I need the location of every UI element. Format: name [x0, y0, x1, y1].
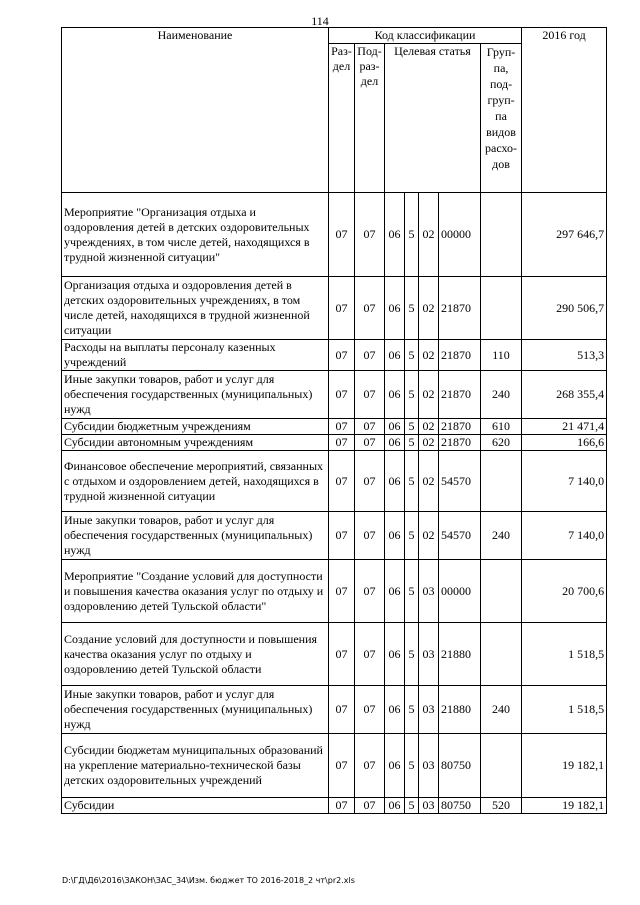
row-section: 07	[329, 686, 355, 734]
row-expense-type: 520	[481, 798, 522, 814]
row-section: 07	[329, 734, 355, 798]
row-amount: 7 140,0	[522, 451, 607, 512]
row-name: Создание условий для доступности и повышения качества оказания услуг по отдыху и оздоровлению детей Тульской области	[62, 623, 329, 686]
row-target-subprogram: 5	[405, 451, 419, 512]
table-row	[62, 371, 607, 419]
row-expense-type	[481, 560, 522, 623]
row-target-event: 03	[419, 686, 439, 734]
row-expense-type: 610	[481, 419, 522, 435]
row-target-direction: 21870	[439, 340, 481, 371]
row-amount: 1 518,5	[522, 623, 607, 686]
row-subsection: 07	[355, 340, 385, 371]
row-subsection: 07	[355, 371, 385, 419]
header-year: 2016 год	[522, 28, 607, 193]
row-amount: 166,6	[522, 435, 607, 451]
row-expense-type: 240	[481, 512, 522, 560]
row-target-direction: 54570	[439, 512, 481, 560]
row-section: 07	[329, 371, 355, 419]
row-name: Субсидии бюджетным учреждениям	[62, 419, 329, 435]
row-target-subprogram: 5	[405, 560, 419, 623]
row-target-event: 03	[419, 734, 439, 798]
row-subsection: 07	[355, 419, 385, 435]
row-name: Расходы на выплаты персоналу казенных учреждений	[62, 340, 329, 371]
row-name: Финансовое обеспечение мероприятий, связанных с отдыхом и оздоровлением детей, находящихся в трудной жизненной ситуации	[62, 451, 329, 512]
row-name: Иные закупки товаров, работ и услуг для обеспечения государственных (муниципальных) нужд	[62, 371, 329, 419]
row-name: Мероприятие "Организация отдыха и оздоровления детей в детских оздоровительных учреждениях, в том числе детей, находящихся в трудной жизненной ситуации"	[62, 193, 329, 277]
row-expense-type: 110	[481, 340, 522, 371]
row-target-program: 06	[385, 451, 405, 512]
row-target-program: 06	[385, 277, 405, 340]
row-name: Иные закупки товаров, работ и услуг для обеспечения государственных (муниципальных) нужд	[62, 512, 329, 560]
row-amount: 20 700,6	[522, 560, 607, 623]
row-subsection: 07	[355, 277, 385, 340]
row-amount: 1 518,5	[522, 686, 607, 734]
row-target-program: 06	[385, 560, 405, 623]
table-row	[62, 686, 607, 734]
row-target-direction: 21870	[439, 419, 481, 435]
row-target-direction: 21880	[439, 623, 481, 686]
row-target-subprogram: 5	[405, 798, 419, 814]
row-subsection: 07	[355, 686, 385, 734]
header-name: Наименование	[62, 28, 329, 193]
row-target-direction: 80750	[439, 798, 481, 814]
row-target-program: 06	[385, 512, 405, 560]
row-target-program: 06	[385, 340, 405, 371]
row-target-subprogram: 5	[405, 419, 419, 435]
row-target-subprogram: 5	[405, 623, 419, 686]
row-target-direction: 21880	[439, 686, 481, 734]
row-section: 07	[329, 512, 355, 560]
row-section: 07	[329, 451, 355, 512]
row-section: 07	[329, 623, 355, 686]
row-amount: 21 471,4	[522, 419, 607, 435]
row-target-direction: 00000	[439, 560, 481, 623]
row-target-event: 02	[419, 277, 439, 340]
row-expense-type: 240	[481, 686, 522, 734]
row-target-program: 06	[385, 734, 405, 798]
row-subsection: 07	[355, 193, 385, 277]
table-row	[62, 193, 607, 277]
row-target-subprogram: 5	[405, 435, 419, 451]
row-target-program: 06	[385, 435, 405, 451]
row-subsection: 07	[355, 451, 385, 512]
row-section: 07	[329, 419, 355, 435]
row-subsection: 07	[355, 623, 385, 686]
row-expense-type: 620	[481, 435, 522, 451]
row-target-direction: 21870	[439, 277, 481, 340]
row-amount: 19 182,1	[522, 734, 607, 798]
header-target: Целевая статья	[385, 44, 481, 193]
row-subsection: 07	[355, 798, 385, 814]
row-target-direction: 80750	[439, 734, 481, 798]
table-row	[62, 560, 607, 623]
row-target-event: 02	[419, 340, 439, 371]
row-target-subprogram: 5	[405, 734, 419, 798]
row-target-event: 02	[419, 371, 439, 419]
header-subsection: Под- раз- дел	[355, 44, 385, 193]
table-row	[62, 277, 607, 340]
row-amount: 297 646,7	[522, 193, 607, 277]
row-target-event: 03	[419, 560, 439, 623]
row-subsection: 07	[355, 512, 385, 560]
table-row	[62, 435, 607, 451]
file-path-footer: D:\ГД\Д6\2016\ЗАКОН\ЗАС_34\Изм. бюджет ТО 2016-2018_2 чт\pr2.xls	[62, 876, 355, 885]
row-expense-type	[481, 451, 522, 512]
row-target-direction: 54570	[439, 451, 481, 512]
row-name: Иные закупки товаров, работ и услуг для обеспечения государственных (муниципальных) нужд	[62, 686, 329, 734]
header-section: Раз- дел	[329, 44, 355, 193]
table-body	[62, 193, 607, 814]
row-target-event: 02	[419, 451, 439, 512]
row-name: Организация отдыха и оздоровления детей в детских оздоровительных учреждениях, в том числе детей, находящихся в трудной жизненной ситуации	[62, 277, 329, 340]
row-amount: 513,3	[522, 340, 607, 371]
table-row	[62, 734, 607, 798]
row-section: 07	[329, 560, 355, 623]
header-code: Код классификации	[329, 28, 522, 44]
row-target-event: 02	[419, 512, 439, 560]
table-row	[62, 419, 607, 435]
row-section: 07	[329, 193, 355, 277]
row-expense-type	[481, 623, 522, 686]
row-target-program: 06	[385, 686, 405, 734]
row-section: 07	[329, 277, 355, 340]
row-target-event: 02	[419, 193, 439, 277]
table-row	[62, 798, 607, 814]
row-target-program: 06	[385, 623, 405, 686]
row-target-direction: 00000	[439, 193, 481, 277]
row-target-event: 02	[419, 435, 439, 451]
row-target-subprogram: 5	[405, 193, 419, 277]
table-row	[62, 512, 607, 560]
row-target-event: 02	[419, 419, 439, 435]
row-target-direction: 21870	[439, 435, 481, 451]
row-target-subprogram: 5	[405, 371, 419, 419]
row-target-event: 03	[419, 623, 439, 686]
row-target-program: 06	[385, 371, 405, 419]
row-subsection: 07	[355, 734, 385, 798]
row-expense-type	[481, 193, 522, 277]
row-target-program: 06	[385, 798, 405, 814]
row-section: 07	[329, 340, 355, 371]
row-name: Субсидии бюджетам муниципальных образований на укрепление материально-технической базы детских оздоровительных учреждений	[62, 734, 329, 798]
table-row	[62, 623, 607, 686]
row-expense-type: 240	[481, 371, 522, 419]
table-row	[62, 340, 607, 371]
row-subsection: 07	[355, 435, 385, 451]
row-name: Мероприятие "Создание условий для доступности и повышения качества оказания услуг по отдыху и оздоровлению детей Тульской области"	[62, 560, 329, 623]
row-amount: 268 355,4	[522, 371, 607, 419]
row-name: Субсидии	[62, 798, 329, 814]
row-amount: 7 140,0	[522, 512, 607, 560]
row-amount: 19 182,1	[522, 798, 607, 814]
row-name: Субсидии автономным учреждениям	[62, 435, 329, 451]
header-group: Груп- па, под- груп- па видов расхо- дов	[481, 44, 522, 193]
row-target-direction: 21870	[439, 371, 481, 419]
row-target-subprogram: 5	[405, 277, 419, 340]
row-subsection: 07	[355, 560, 385, 623]
budget-table	[61, 27, 607, 814]
row-expense-type	[481, 277, 522, 340]
row-target-subprogram: 5	[405, 340, 419, 371]
row-target-event: 03	[419, 798, 439, 814]
row-amount: 290 506,7	[522, 277, 607, 340]
row-section: 07	[329, 435, 355, 451]
table-row	[62, 451, 607, 512]
row-section: 07	[329, 798, 355, 814]
page-number: 114	[311, 14, 329, 28]
row-expense-type	[481, 734, 522, 798]
row-target-subprogram: 5	[405, 512, 419, 560]
row-target-subprogram: 5	[405, 686, 419, 734]
row-target-program: 06	[385, 419, 405, 435]
row-target-program: 06	[385, 193, 405, 277]
